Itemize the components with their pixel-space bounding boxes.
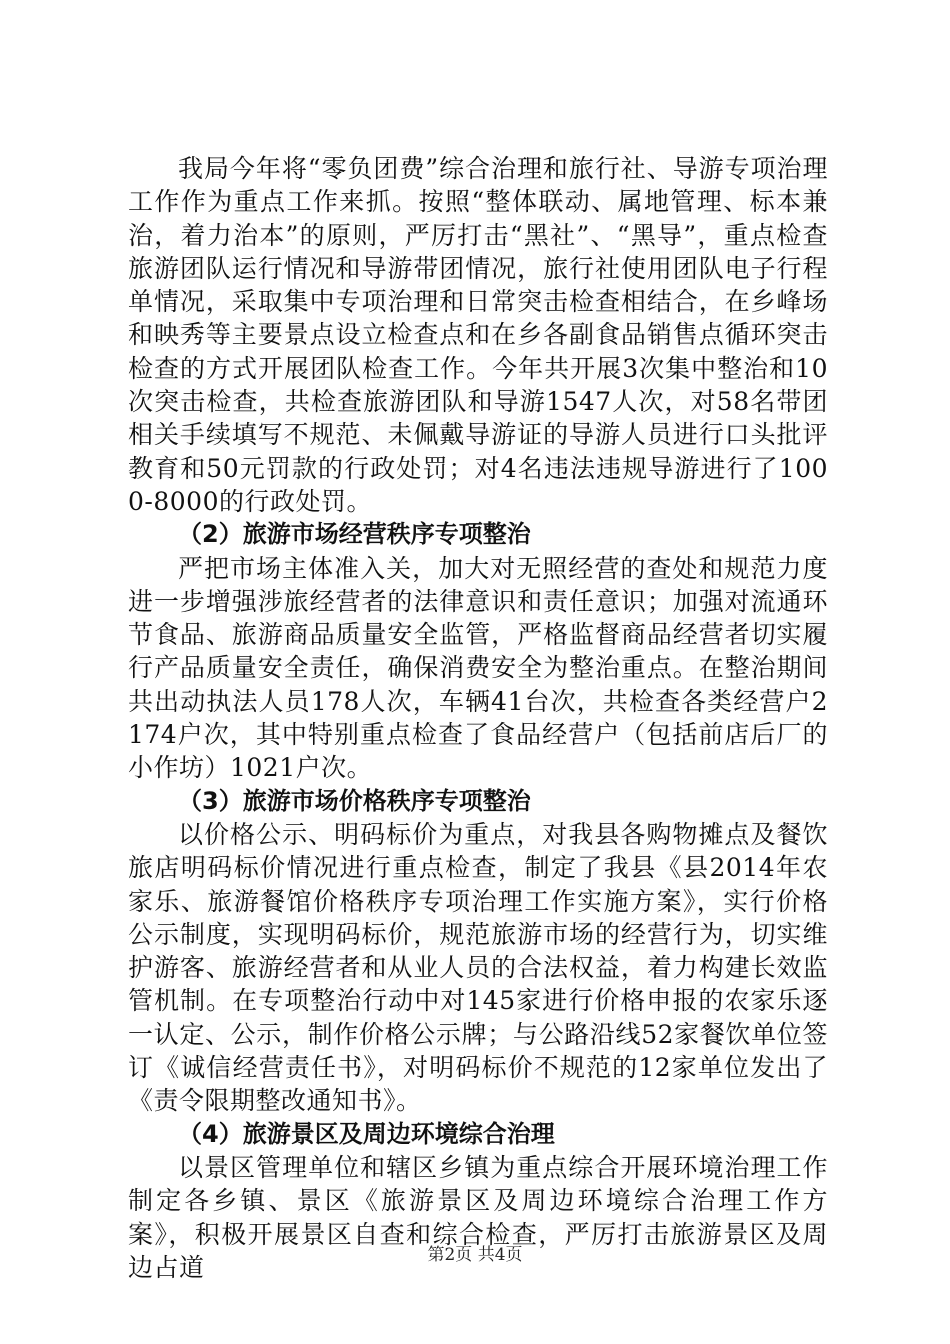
section-heading-scenic-environment: （4）旅游景区及周边环境综合治理 [178, 1119, 555, 1148]
paragraph-price-order: 以价格公示、明码标价为重点，对我县各购物摊点及餐饮旅店明码标价情况进行重点检查，制定了我县《县2014年农家乐、旅游餐馆价格秩序专项治理工作实施方案》，实行价格公示制度，实现明码标价，规范旅游市场的经营行为，切实维护游客、旅游经营者和从业人员的合法权益，着力构建长效监管机制。在专项整治行动中对145家进行价格申报的农家乐逐一认定、公示，制作价格公示牌；与公路沿线52家餐饮单位签订《诚信经营责任书》，对明码标价不规范的12家单位发出了《责令限期整改通知书》。 [128, 819, 828, 1116]
section-heading-business-order: （2）旅游市场经营秩序专项整治 [178, 520, 531, 549]
paragraph-scenic-environment: 以景区管理单位和辖区乡镇为重点综合开展环境治理工作制定各乡镇、景区《旅游景区及周边环境综合治理工作方案》，积极开展景区自查和综合检查，严厉打击旅游景区及周边占道 [128, 1152, 828, 1282]
page-number-footer: 第2页 共4页 [427, 1245, 523, 1265]
paragraph-zero-tour-fee-governance: 我局今年将“零负团费”综合治理和旅行社、导游专项治理工作作为重点工作来抓。按照“整体联动、属地管理、标本兼治，着力治本”的原则，严厉打击“黑社”、“黑导”，重点检查旅游团队运行情况和导游带团情况，旅行社使用团队电子行程单情况，采取集中专项治理和日常突击检查相结合，在乡峰场和映秀等主要景点设立检查点和在乡各副食品销售点循环突击检查的方式开展团队检查工作。今年共开展3次集中整治和10次突击检查，共检查旅游团队和导游1547人次，对58名带团相关手续填写不规范、未佩戴导游证的导游人员进行口头批评教育和50元罚款的行政处罚；对4名违法违规导游进行了1000-8000的行政处罚。 [128, 154, 828, 516]
paragraph-business-order: 严把市场主体准入关，加大对无照经营的查处和规范力度进一步增强涉旅经营者的法律意识和责任意识；加强对流通环节食品、旅游商品质量安全监管，严格监督商品经营者切实履行产品质量安全责任，确保消费安全为整治重点。在整治期间共出动执法人员178人次，车辆41台次，共检查各类经营户2174户次，其中特别重点检查了食品经营户（包括前店后厂的小作坊）1021户次。 [128, 553, 828, 783]
section-heading-price-order: （3）旅游市场价格秩序专项整治 [178, 786, 531, 815]
document-body [128, 152, 828, 1284]
